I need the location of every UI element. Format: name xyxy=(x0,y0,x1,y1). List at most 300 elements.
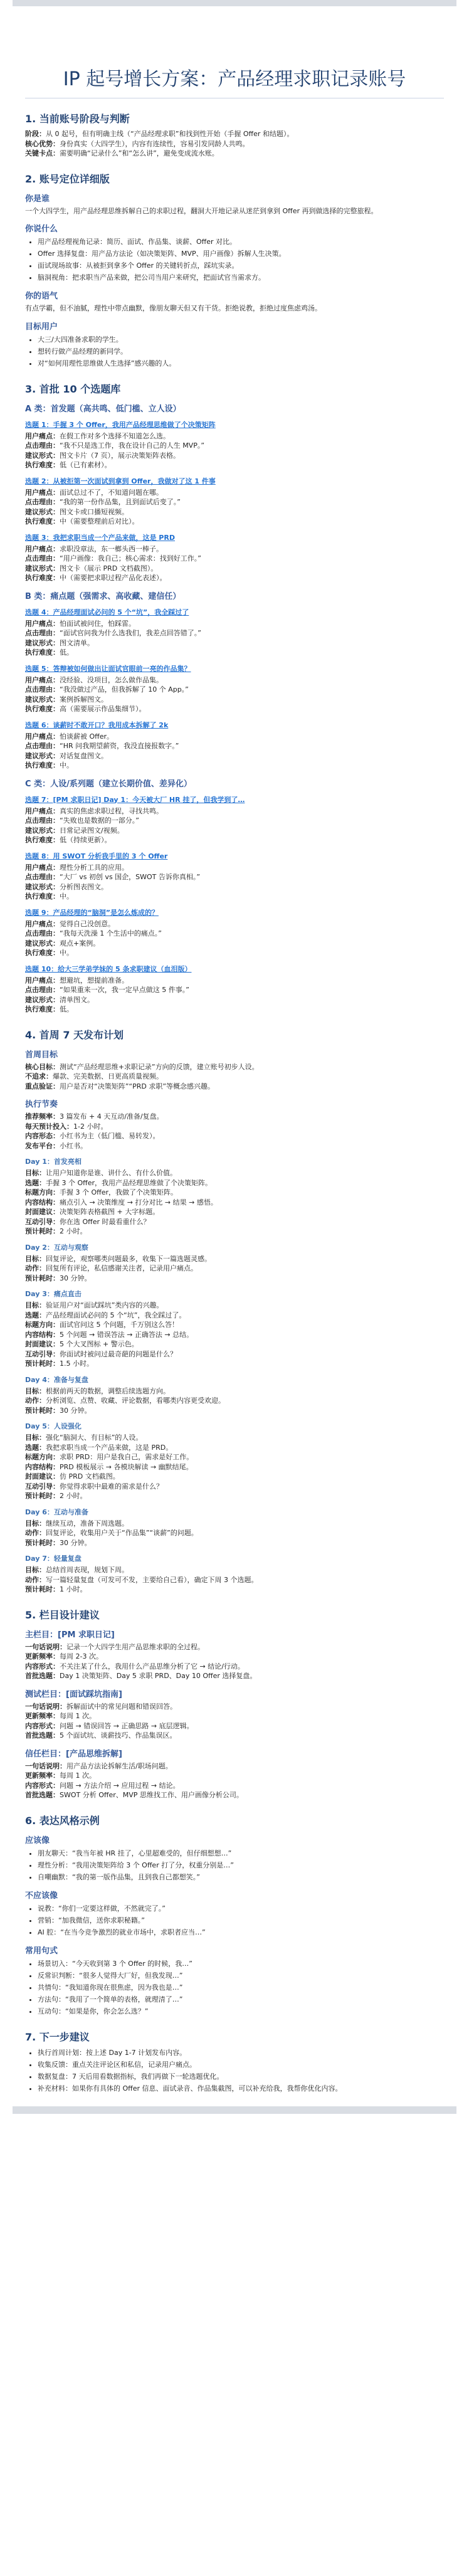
kv-key: 建议形式： xyxy=(25,939,60,948)
kv-line xyxy=(25,872,444,882)
kv-key: 用户痛点： xyxy=(25,976,60,984)
kv-value: 高（需要展示作品集细节）。 xyxy=(60,705,146,713)
topic-block xyxy=(25,607,444,658)
kv-key: 内容结构： xyxy=(25,1198,60,1206)
kv-line xyxy=(25,1482,444,1492)
day-block xyxy=(25,1289,444,1369)
top-edge-bar xyxy=(13,0,456,6)
section-heading: 6. 表达风格示例 xyxy=(25,1814,100,1827)
kv-line xyxy=(25,695,444,705)
kv-value: 日常记录图文/视频。 xyxy=(60,826,124,835)
subheading-should: 应该像 xyxy=(25,1835,50,1845)
topic-group-heading: A 类：首发题（高共鸣、低门槛、立人设） xyxy=(25,404,181,414)
users-list xyxy=(25,334,444,369)
kv-line xyxy=(25,1462,444,1472)
kv-key: 执行难度： xyxy=(25,949,60,957)
kv-line xyxy=(25,1662,444,1672)
column-heading: 主栏目：[PM 求职日记] xyxy=(25,1630,115,1640)
kv-key: 选题： xyxy=(25,1443,46,1452)
kv-value: 你觉得求职中最难的需求是什么？ xyxy=(60,1482,163,1491)
kv-value: 30 分钟。 xyxy=(60,1274,92,1282)
topic-title: 选题 9：产品经理的“脑洞”是怎么炼成的？ xyxy=(25,908,159,917)
kv-key: 动作： xyxy=(25,1264,46,1272)
kv-line xyxy=(25,149,444,159)
kv-key: 互动引导： xyxy=(25,1482,60,1491)
kv-value: 1-2 小时。 xyxy=(73,1122,108,1131)
kv-key: 建议形式： xyxy=(25,882,60,891)
kv-line xyxy=(25,1538,444,1548)
kv-key: 标题方向： xyxy=(25,1188,60,1196)
section-heading: 4. 首周 7 天发布计划 xyxy=(25,1028,124,1041)
section-heading: 3. 首批 10 个选题库 xyxy=(25,383,121,395)
day-heading: Day 6：互动与准备 xyxy=(25,1507,88,1516)
section-columns xyxy=(25,1607,444,1800)
topic-block xyxy=(25,794,444,845)
kv-value: 产品经理面试必问的 5 个“坑”，我全踩过了。 xyxy=(46,1311,186,1319)
topic-group-heading: B 类：痛点题（强需求、高收藏、建信任） xyxy=(25,591,181,601)
kv-key: 执行难度： xyxy=(25,517,60,525)
kv-value: 观点+案例。 xyxy=(60,939,100,948)
kv-value: “HR 问我期望薪资，我没直接报数字。” xyxy=(60,742,179,750)
kv-value: “大厂 vs 初创 vs 国企，SWOT 告诉你真相。” xyxy=(60,873,201,881)
kv-line xyxy=(25,1519,444,1529)
topic-block xyxy=(25,532,444,583)
kv-key: 用户痛点： xyxy=(25,732,60,741)
kv-line xyxy=(25,1528,444,1538)
kv-line xyxy=(25,919,444,929)
kv-key: 目标： xyxy=(25,1566,46,1574)
kv-key: 内容结构： xyxy=(25,1330,60,1339)
topic-group-heading: C 类：人设/系列题（建立长期价值、差异化） xyxy=(25,779,192,789)
kv-line xyxy=(25,1349,444,1359)
kv-value: “失败也是数据的一部分。” xyxy=(60,816,139,825)
kv-line xyxy=(25,761,444,771)
tone-paragraph: 有点学霸，但不油腻，理性中带点幽默，像朋友聊天但又有干货。拒绝说教，拒绝过度焦虑鸡汤。 xyxy=(25,304,322,312)
list-item: • 想转行做产品经理的新同学。 xyxy=(38,346,444,357)
kv-key: 首批选题： xyxy=(25,1672,60,1680)
kv-value: 30 分钟。 xyxy=(60,1406,92,1415)
topic-groups xyxy=(25,402,444,1015)
kv-key: 用户痛点： xyxy=(25,675,60,684)
kv-key: 预计耗时： xyxy=(25,1406,60,1415)
kv-line xyxy=(25,1731,444,1741)
kv-key: 内容形式： xyxy=(25,1781,60,1790)
kv-line xyxy=(25,929,444,939)
day-block xyxy=(25,1242,444,1284)
kv-value: 中。 xyxy=(60,761,73,769)
rhythm-lines xyxy=(25,1112,444,1151)
kv-line xyxy=(25,431,444,441)
kv-key: 每天预计投入： xyxy=(25,1122,73,1131)
kv-key: 执行难度： xyxy=(25,461,60,469)
kv-value: 2 小时。 xyxy=(60,1227,87,1235)
day-block xyxy=(25,1156,444,1237)
kv-value: 每周 1 次。 xyxy=(60,1771,96,1780)
kv-value: 不关注某了什么，我用什么产品思维分析了它 → 结论/行动。 xyxy=(60,1662,245,1671)
kv-key: 点击理由： xyxy=(25,742,60,750)
kv-key: 一句话说明： xyxy=(25,1642,66,1651)
openers-list xyxy=(25,1958,444,2017)
kv-line xyxy=(25,816,444,826)
column-block xyxy=(25,1628,444,1681)
kv-value: 3 篇发布 + 4 天互动/准备/复盘。 xyxy=(60,1112,164,1121)
kv-key: 执行难度： xyxy=(25,892,60,900)
day-heading: Day 7：轻量复盘 xyxy=(25,1555,82,1563)
kv-key: 执行难度： xyxy=(25,574,60,582)
kv-line xyxy=(25,1112,444,1122)
kv-line xyxy=(25,1227,444,1237)
kv-value: 爆款、完美数据、日更高质量视频。 xyxy=(53,1072,163,1080)
kv-line xyxy=(25,1311,444,1321)
list-item: • 自嘲幽默：“我的第一版作品集，且到我自己都想笑。” xyxy=(38,1872,444,1882)
kv-line xyxy=(25,1491,444,1501)
kv-value: 中（需要把求职过程产品化表述）。 xyxy=(60,574,167,582)
list-item: • 收集反馈：重点关注评论区和私信，记录用户痛点。 xyxy=(38,2059,444,2070)
kv-line xyxy=(25,1198,444,1208)
section-positioning xyxy=(25,171,444,369)
kv-value: 分析图表图文。 xyxy=(60,882,108,891)
kv-value: 我把求职当成一个产品来做，这是 PRD。 xyxy=(46,1443,173,1452)
kv-value: 根据前两天的数据，调整后续选题方向。 xyxy=(46,1386,170,1395)
kv-line xyxy=(25,488,444,498)
kv-key: 更新频率： xyxy=(25,1652,60,1660)
kv-value: 拆解面试中的常见问题和错误回答。 xyxy=(66,1702,177,1711)
kv-value: 案例拆解图文。 xyxy=(60,695,108,704)
topic-block xyxy=(25,851,444,902)
topic-title: 选题 2：从被拒第一次面试到拿到 Offer，我做对了这 1 件事 xyxy=(25,477,216,485)
kv-key: 内容形式： xyxy=(25,1721,60,1730)
kv-key: 内容结构： xyxy=(25,1462,60,1471)
kv-line xyxy=(25,1141,444,1151)
kv-line xyxy=(25,1062,444,1072)
kv-key: 核心目标： xyxy=(25,1062,60,1071)
kv-value: 1 小时。 xyxy=(60,1585,87,1593)
kv-value: 面试总过不了，不知道问题在哪。 xyxy=(60,488,163,497)
kv-line xyxy=(25,995,444,1005)
kv-value: 每周 1 次。 xyxy=(60,1712,96,1720)
kv-line xyxy=(25,1339,444,1349)
kv-value: 用产品方法论拆解生活/职场问题。 xyxy=(66,1761,172,1770)
document-title: IP 起号增长方案：产品经理求职记录账号 xyxy=(63,68,406,90)
kv-key: 发布平台： xyxy=(25,1141,60,1150)
kv-value: 低。 xyxy=(60,648,73,657)
topic-title: 选题 10：给大三学弟学妹的 5 条求职建议（血泪版） xyxy=(25,964,192,973)
kv-value: “我每天洗澡 1 个生活中的痛点。” xyxy=(60,929,162,937)
kv-line xyxy=(25,1790,444,1800)
list-item: • 用产品经理视角记录：简历、面试、作品集、谈薪、Offer 对比。 xyxy=(38,236,444,247)
kv-value: “用户画像：我自己；核心需求：找到好工作。” xyxy=(60,554,201,562)
subheading-users: 目标用户 xyxy=(25,322,58,332)
column-heading: 测试栏目：[面试踩坑指南] xyxy=(25,1689,122,1699)
section-heading: 5. 栏目设计建议 xyxy=(25,1608,100,1621)
kv-key: 预计耗时： xyxy=(25,1359,60,1368)
kv-line xyxy=(25,1671,444,1681)
topic-title: 选题 8：用 SWOT 分析我手里的 3 个 Offer xyxy=(25,852,168,860)
kv-line xyxy=(25,460,444,470)
kv-value: 图文卡或口播短视频。 xyxy=(60,507,129,516)
column-block xyxy=(25,1747,444,1800)
kv-value: 30 分钟。 xyxy=(60,1538,92,1547)
kv-value: 想避坑，想提前准备。 xyxy=(60,976,129,984)
kv-key: 预计耗时： xyxy=(25,1492,60,1500)
kv-line xyxy=(25,1652,444,1662)
kv-line xyxy=(25,1406,444,1416)
kv-line xyxy=(25,675,444,685)
kv-key: 目标： xyxy=(25,1519,46,1528)
kv-key: 执行难度： xyxy=(25,836,60,844)
kv-key: 预计耗时： xyxy=(25,1538,60,1547)
kv-key: 建议形式： xyxy=(25,564,60,573)
kv-value: 总结首周表现，规划下周。 xyxy=(46,1566,129,1574)
list-item: • 共情句：“我知道你现在很焦虑，因为我也是…” xyxy=(38,1982,444,1993)
kv-value: 图文清单。 xyxy=(60,638,94,647)
topic-title: 选题 4：产品经理面试必问的 5 个“坑”，我全踩过了 xyxy=(25,608,189,616)
kv-line xyxy=(25,685,444,695)
kv-value: 5 个问题 → 错误答法 → 正确答法 → 总结。 xyxy=(60,1330,194,1339)
list-item: • 大三/大四准备求职的学生。 xyxy=(38,334,444,345)
kv-value: 从 0 起号，但有明确主线（“产品经理求职”和找到性开始（手握 Offer 和结题）。 xyxy=(46,130,294,138)
kv-value: 问题 → 错误回答 → 正确思路 → 底层逻辑。 xyxy=(60,1721,194,1730)
kv-key: 关键卡点： xyxy=(25,149,60,157)
kv-key: 执行难度： xyxy=(25,761,60,769)
kv-key: 执行难度： xyxy=(25,648,60,657)
section-heading: 2. 账号定位详细版 xyxy=(25,172,110,185)
kv-key: 建议形式： xyxy=(25,751,60,760)
kv-line xyxy=(25,892,444,902)
kv-value: 你面试时被问过最奇葩的问题是什么？ xyxy=(60,1349,177,1358)
kv-key: 用户痛点： xyxy=(25,863,60,872)
kv-value: 觉得自己没创意。 xyxy=(60,919,115,928)
kv-value: 决策矩阵表格截图 + 大字标题。 xyxy=(60,1208,160,1216)
kv-key: 用户痛点： xyxy=(25,919,60,928)
kv-value: 测试“产品经理思维+求职记录”方向的反馈，建立账号初步人设。 xyxy=(60,1062,259,1071)
topic-block xyxy=(25,476,444,527)
list-item: • 场景切入：“今天收到第 3 个 Offer 的时候，我…” xyxy=(38,1958,444,1969)
topic-block xyxy=(25,720,444,771)
section-next-steps xyxy=(25,2029,444,2094)
kv-key: 不追求： xyxy=(25,1072,53,1080)
kv-key: 互动引导： xyxy=(25,1217,60,1226)
kv-value: 手握 3 个 Offer，我做了个决策矩阵。 xyxy=(60,1188,178,1196)
kv-key: 点击理由： xyxy=(25,629,60,637)
kv-value: 记录一个大四学生用产品思维求职的全过程。 xyxy=(66,1642,204,1651)
kv-key: 重点验证： xyxy=(25,1082,60,1090)
kv-value: 图文卡（展示 PRD 文档截图）。 xyxy=(60,564,158,573)
kv-line xyxy=(25,1072,444,1082)
topic-block xyxy=(25,420,444,470)
section-style xyxy=(25,1813,444,2017)
what-list xyxy=(25,236,444,283)
kv-value: PRD 模板展示 → 各模块解读 → 幽默结尾。 xyxy=(60,1462,193,1471)
topic-title: 选题 7：[PM 求职日记] Day 1：今天被大厂 HR 挂了，但我学到了… xyxy=(25,795,245,804)
kv-line xyxy=(25,985,444,995)
kv-value: 2 小时。 xyxy=(60,1492,87,1500)
kv-key: 目标： xyxy=(25,1433,46,1442)
list-item: • 对“如何用理性思维做人生选择”感兴趣的人。 xyxy=(38,358,444,369)
kv-value: 需要明确“记录什么”和“怎么讲”，避免变成流水账。 xyxy=(60,149,219,157)
list-item: • 营销：“加我微信，送你求职秘籍。” xyxy=(38,1915,444,1926)
column-heading: 信任栏目：[产品思维拆解] xyxy=(25,1749,122,1759)
kv-key: 更新频率： xyxy=(25,1712,60,1720)
kv-line xyxy=(25,976,444,986)
kv-line xyxy=(25,554,444,564)
kv-key: 点击理由： xyxy=(25,685,60,694)
kv-key: 建议形式： xyxy=(25,507,60,516)
day-plans xyxy=(25,1156,444,1595)
kv-line xyxy=(25,741,444,751)
kv-value: 分析浏览、点赞、收藏、评论数据，看哪类内容更受欢迎。 xyxy=(46,1396,225,1405)
kv-key: 内容形态： xyxy=(25,1132,60,1140)
kv-line xyxy=(25,1330,444,1340)
kv-line xyxy=(25,1274,444,1284)
kv-line xyxy=(25,1721,444,1731)
kv-value: 求职 PRD：用户是我自己，需求是好工作。 xyxy=(60,1453,194,1461)
kv-line xyxy=(25,564,444,574)
kv-line xyxy=(25,544,444,554)
kv-value: “我的第一份作品集，且到面试后变了。” xyxy=(60,498,181,506)
section-heading: 1. 当前账号阶段与判断 xyxy=(25,113,130,125)
kv-key: 用户痛点： xyxy=(25,806,60,815)
kv-value: 求职没章法，东一榔头西一棒子。 xyxy=(60,544,163,553)
day-heading: Day 5：人设强化 xyxy=(25,1422,82,1430)
section-current-stage xyxy=(25,111,444,159)
kv-line xyxy=(25,1264,444,1274)
day-block xyxy=(25,1507,444,1548)
next-steps-list xyxy=(25,2047,444,2094)
kv-key: 阶段： xyxy=(25,130,46,138)
should-list xyxy=(25,1848,444,1882)
list-item: • 数据复盘：7 天后用看数据指标，我们再做下一轮选题优化。 xyxy=(38,2071,444,2082)
kv-line xyxy=(25,517,444,527)
section-heading: 7. 下一步建议 xyxy=(25,2030,90,2043)
kv-value: 身份真实（大四学生），内容有连续性，容易引发同龄人共鸣。 xyxy=(60,139,250,148)
section-week-plan xyxy=(25,1027,444,1595)
list-item: • 反常识判断：“很多人觉得大厂好，但我发现…” xyxy=(38,1970,444,1981)
day-block xyxy=(25,1553,444,1595)
kv-value: “我没做过产品，但我拆解了 10 个 App。” xyxy=(60,685,189,694)
kv-line xyxy=(25,139,444,149)
kv-line xyxy=(25,1711,444,1721)
kv-line xyxy=(25,1771,444,1781)
kv-line xyxy=(25,1301,444,1311)
kv-value: 继续互动，准备下周选题。 xyxy=(46,1519,129,1528)
kv-key: 首批选题： xyxy=(25,1791,60,1799)
list-item: • Offer 选择复盘：用产品方法论（如决策矩阵、MVP、用户画像）拆解人生决策。 xyxy=(38,248,444,259)
kv-line xyxy=(25,1575,444,1585)
kv-key: 推荐频率： xyxy=(25,1112,60,1121)
kv-value: “我不只是选工作，我在设计自己的人生 MVP。” xyxy=(60,441,205,450)
kv-value: 面试官问这 5 个问题，千万别这么答！ xyxy=(60,1321,179,1329)
goal-lines xyxy=(25,1062,444,1092)
kv-key: 建议形式： xyxy=(25,638,60,647)
topic-title: 选题 3：我把求职当成一个产品来做，这是 PRD xyxy=(25,533,175,542)
kv-line xyxy=(25,1386,444,1396)
kv-key: 内容形式： xyxy=(25,1662,60,1671)
kv-value: 怕面试被问住，怕踩雷。 xyxy=(60,619,135,628)
kv-line xyxy=(25,1443,444,1453)
column-designs xyxy=(25,1628,444,1800)
topic-title: 选题 5：答辩被如何做出让面试官眼前一亮的作品集？ xyxy=(25,664,191,673)
kv-value: 让用户知道你是谁、讲什么、有什么价值。 xyxy=(46,1169,177,1177)
kv-key: 建议形式： xyxy=(25,995,60,1004)
kv-value: 对话复盘图文。 xyxy=(60,751,108,760)
kv-line xyxy=(25,826,444,836)
list-item: • 面试现场故事：从被拒到拿多个 Offer 的关键转折点，踩坑实录。 xyxy=(38,260,444,271)
kv-line xyxy=(25,1781,444,1791)
kv-key: 预计耗时： xyxy=(25,1274,60,1282)
kv-value: 小红书。 xyxy=(60,1141,87,1150)
kv-key: 动作： xyxy=(25,1396,46,1405)
kv-value: 痛点引入 → 决策维度 → 打分对比 → 结果 → 感悟。 xyxy=(60,1198,218,1206)
kv-value: “如果重来一次，我一定早点做这 5 件事。” xyxy=(60,986,189,994)
kv-value: 图文卡片（7 页），展示决策矩阵表格。 xyxy=(60,451,180,460)
day-heading: Day 3：痛点直击 xyxy=(25,1290,82,1298)
kv-key: 点击理由： xyxy=(25,873,60,881)
kv-line xyxy=(25,1005,444,1015)
subheading-what: 你说什么 xyxy=(25,224,58,234)
kv-line xyxy=(25,497,444,507)
kv-key: 选题： xyxy=(25,1178,46,1187)
column-block xyxy=(25,1687,444,1741)
kv-line xyxy=(25,704,444,714)
kv-line xyxy=(25,648,444,658)
day-heading: Day 2：互动与观察 xyxy=(25,1243,88,1252)
list-item: • 执行首周计划：按上述 Day 1-7 计划发布内容。 xyxy=(38,2047,444,2058)
kv-key: 点击理由： xyxy=(25,554,60,562)
kv-key: 动作： xyxy=(25,1575,46,1584)
kv-line xyxy=(25,1433,444,1443)
kv-value: “面试官问我为什么选我们，我差点回答错了。” xyxy=(60,629,201,637)
kv-value: 低（已有素材）。 xyxy=(60,461,112,469)
kv-line xyxy=(25,451,444,461)
kv-key: 首批选题： xyxy=(25,1731,60,1739)
kv-value: SWOT 分析 Offer、MVP 思维找工作、用户画像分析公司。 xyxy=(60,1791,243,1799)
kv-line xyxy=(25,1761,444,1771)
who-paragraph: 一个大四学生，用产品经理思维拆解自己的求职过程，翻洞大开地记录从迷茫到拿到 Offer 再到做选择的完整旅程。 xyxy=(25,206,378,215)
stage-lines xyxy=(25,129,444,159)
kv-key: 用户痛点： xyxy=(25,431,60,440)
kv-value: 写一篇轻量复盘（可发可不发，主要给自己看），确定下周 3 个选题。 xyxy=(46,1575,258,1584)
kv-line xyxy=(25,1188,444,1198)
kv-key: 建议形式： xyxy=(25,826,60,835)
kv-line xyxy=(25,1585,444,1595)
kv-value: 问题 → 方法介绍 → 应用过程 → 结论。 xyxy=(60,1781,180,1790)
kv-line xyxy=(25,573,444,583)
kv-value: 回复评论，收集用户关于“作品集”“谈薪”的问题。 xyxy=(46,1529,198,1537)
subheading-who: 你是谁 xyxy=(25,194,50,204)
kv-key: 点击理由： xyxy=(25,816,60,825)
kv-line xyxy=(25,1082,444,1092)
kv-value: 没经验、没项目，怎么做作品集。 xyxy=(60,675,163,684)
kv-value: 在假工作对多个选择不知道怎么选。 xyxy=(60,431,170,440)
kv-value: 清单图文。 xyxy=(60,995,94,1004)
kv-line xyxy=(25,882,444,892)
kv-line xyxy=(25,1254,444,1264)
kv-line xyxy=(25,441,444,451)
kv-line xyxy=(25,751,444,761)
kv-key: 点击理由： xyxy=(25,929,60,937)
topic-block xyxy=(25,964,444,1015)
kv-line xyxy=(25,1452,444,1462)
kv-key: 点击理由： xyxy=(25,986,60,994)
kv-key: 执行难度： xyxy=(25,705,60,713)
kv-key: 执行难度： xyxy=(25,1005,60,1013)
kv-line xyxy=(25,939,444,949)
kv-line xyxy=(25,1359,444,1369)
subheading-goal: 首周目标 xyxy=(25,1050,58,1060)
topic-block xyxy=(25,907,444,958)
subheading-openers: 常用句式 xyxy=(25,1946,58,1956)
